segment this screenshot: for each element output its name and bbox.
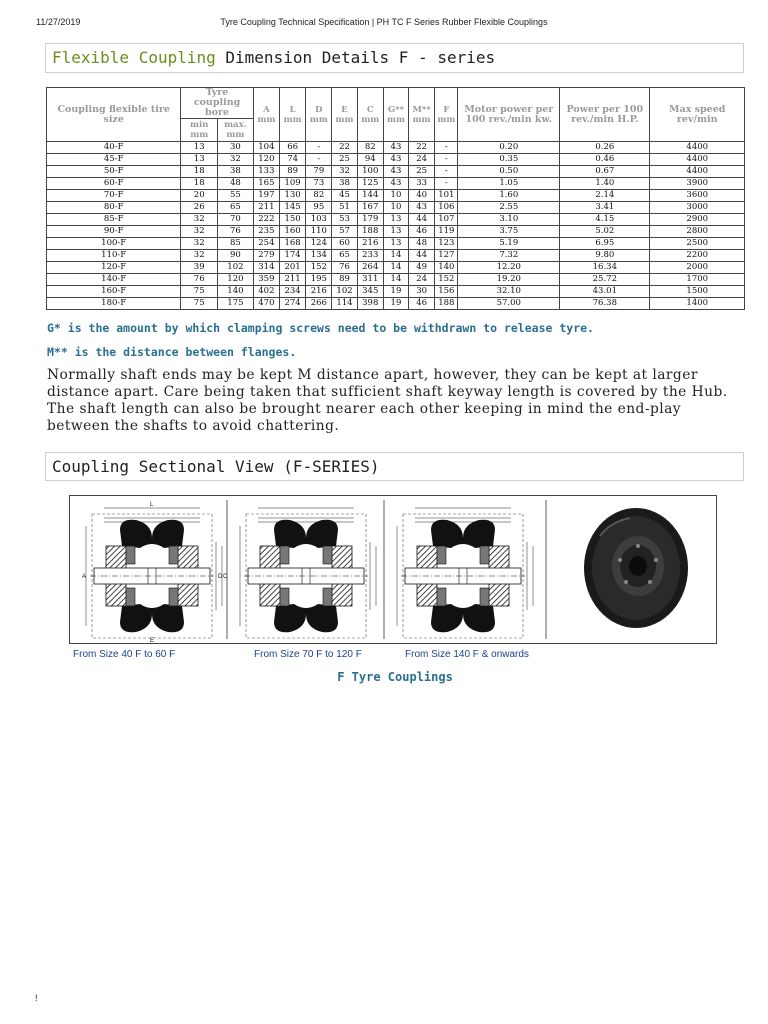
table-cell: 345: [357, 286, 383, 298]
table-row: [47, 298, 745, 310]
table-cell: 359: [253, 274, 279, 286]
table-cell: 33: [409, 178, 435, 190]
table-cell: 13: [383, 238, 408, 250]
table-cell: 2500: [650, 238, 745, 250]
footer-mark: !: [35, 993, 38, 1003]
table-cell: 48: [409, 238, 435, 250]
print-date: 11/27/2019: [36, 17, 81, 27]
section-heading-sectional-view: Coupling Sectional View (F-SERIES): [45, 452, 744, 481]
table-cell: 254: [253, 238, 279, 250]
table-cell: 160-F: [47, 286, 181, 298]
table-cell: 76.38: [560, 298, 650, 310]
table-cell: 101: [435, 190, 458, 202]
table-cell: 55: [218, 190, 254, 202]
table-cell: 43: [409, 202, 435, 214]
table-cell: 32: [332, 166, 357, 178]
table-cell: 140: [435, 262, 458, 274]
col-header-f: F mm: [435, 88, 458, 142]
table-cell: 107: [435, 214, 458, 226]
table-cell: 32: [181, 238, 218, 250]
table-row: [47, 262, 745, 274]
table-cell: 89: [279, 166, 305, 178]
table-cell: 65: [218, 202, 254, 214]
table-cell: 32: [181, 250, 218, 262]
table-cell: 188: [435, 298, 458, 310]
table-row: [47, 166, 745, 178]
table-cell: 152: [435, 274, 458, 286]
section-heading-dimensions: [45, 43, 744, 73]
table-cell: 168: [279, 238, 305, 250]
table-cell: -: [435, 166, 458, 178]
table-cell: 40-F: [47, 142, 181, 154]
table-cell: 4400: [650, 166, 745, 178]
table-cell: 216: [306, 286, 332, 298]
table-cell: 43: [383, 154, 408, 166]
table-cell: 19.20: [458, 274, 560, 286]
table-cell: 279: [253, 250, 279, 262]
table-cell: 12.20: [458, 262, 560, 274]
table-cell: 10: [383, 190, 408, 202]
caption-size-140-onwards: From Size 140 F & onwards: [405, 649, 529, 660]
table-cell: 2.14: [560, 190, 650, 202]
table-cell: 2800: [650, 226, 745, 238]
table-row: [47, 286, 745, 298]
table-cell: 75: [181, 286, 218, 298]
table-cell: 144: [357, 190, 383, 202]
table-cell: 6.95: [560, 238, 650, 250]
table-cell: 3.41: [560, 202, 650, 214]
col-header-max-speed: Max speed rev/min: [650, 88, 745, 142]
table-cell: 45-F: [47, 154, 181, 166]
table-cell: 235: [253, 226, 279, 238]
print-page-title: Tyre Coupling Technical Specification | PH TC F Series Rubber Flexible Couplings: [220, 17, 548, 27]
table-cell: 19: [383, 298, 408, 310]
table-cell: 9.80: [560, 250, 650, 262]
table-cell: 119: [435, 226, 458, 238]
table-cell: 120: [218, 274, 254, 286]
table-cell: 160: [279, 226, 305, 238]
table-cell: 165: [253, 178, 279, 190]
table-cell: 114: [332, 298, 357, 310]
table-cell: 180-F: [47, 298, 181, 310]
table-cell: 7.32: [458, 250, 560, 262]
table-cell: 13: [383, 214, 408, 226]
table-cell: 60-F: [47, 178, 181, 190]
table-cell: 102: [332, 286, 357, 298]
table-cell: 70-F: [47, 190, 181, 202]
col-header-motor-power: Motor power per 100 rev./min kw.: [458, 88, 560, 142]
table-cell: 195: [306, 274, 332, 286]
table-cell: 402: [253, 286, 279, 298]
figure-caption: F Tyre Couplings: [337, 670, 453, 684]
sectional-drawing-40-60: [86, 508, 222, 638]
caption-size-40-60: From Size 40 F to 60 F: [73, 649, 176, 660]
tyre-coupling-photo: [584, 508, 688, 628]
col-header-e: E mm: [332, 88, 357, 142]
table-cell: 32: [218, 154, 254, 166]
table-cell: 14: [383, 262, 408, 274]
table-cell: 22: [332, 142, 357, 154]
table-cell: 60: [332, 238, 357, 250]
table-cell: 24: [409, 274, 435, 286]
coupling-diagram-panel: [69, 495, 717, 644]
col-header-c: C mm: [357, 88, 383, 142]
table-cell: 14: [383, 250, 408, 262]
table-cell: 57.00: [458, 298, 560, 310]
table-cell: 133: [253, 166, 279, 178]
table-cell: 38: [218, 166, 254, 178]
table-cell: 174: [279, 250, 305, 262]
table-row: [47, 178, 745, 190]
table-cell: 0.46: [560, 154, 650, 166]
table-cell: 65: [332, 250, 357, 262]
table-cell: -: [435, 154, 458, 166]
table-cell: 32: [181, 214, 218, 226]
dim-letter-a: A: [82, 574, 87, 580]
table-cell: 76: [332, 262, 357, 274]
table-cell: 46: [409, 226, 435, 238]
table-cell: 44: [409, 250, 435, 262]
table-cell: 4400: [650, 154, 745, 166]
table-cell: 85-F: [47, 214, 181, 226]
table-cell: 216: [357, 238, 383, 250]
heading-rest: Dimension Details F - series: [215, 48, 496, 67]
table-cell: 274: [279, 298, 305, 310]
table-cell: 0.20: [458, 142, 560, 154]
table-cell: 30: [409, 286, 435, 298]
table-cell: 398: [357, 298, 383, 310]
table-cell: 264: [357, 262, 383, 274]
table-cell: 127: [435, 250, 458, 262]
dim-letter-l: L: [150, 502, 154, 508]
table-cell: 266: [306, 298, 332, 310]
table-cell: 51: [332, 202, 357, 214]
table-cell: 201: [279, 262, 305, 274]
table-cell: 10: [383, 202, 408, 214]
table-cell: 470: [253, 298, 279, 310]
table-cell: 314: [253, 262, 279, 274]
table-cell: 46: [409, 298, 435, 310]
table-cell: 167: [357, 202, 383, 214]
table-cell: 3.10: [458, 214, 560, 226]
table-cell: 80-F: [47, 202, 181, 214]
table-cell: 175: [218, 298, 254, 310]
table-cell: 40: [409, 190, 435, 202]
table-row: [47, 214, 745, 226]
table-cell: 4.15: [560, 214, 650, 226]
table-cell: 26: [181, 202, 218, 214]
table-cell: 120-F: [47, 262, 181, 274]
table-cell: 82: [357, 142, 383, 154]
table-cell: 22: [409, 142, 435, 154]
table-cell: 43.01: [560, 286, 650, 298]
table-cell: 18: [181, 166, 218, 178]
table-cell: 95: [306, 202, 332, 214]
table-cell: 130: [279, 190, 305, 202]
table-row: [47, 226, 745, 238]
table-cell: 53: [332, 214, 357, 226]
table-cell: 2900: [650, 214, 745, 226]
table-cell: 311: [357, 274, 383, 286]
table-cell: 140-F: [47, 274, 181, 286]
dimension-table: [46, 87, 745, 310]
table-cell: 211: [279, 274, 305, 286]
table-cell: 2000: [650, 262, 745, 274]
col-header-power-hp: Power per 100 rev./min H.P.: [560, 88, 650, 142]
table-row: [47, 238, 745, 250]
table-cell: 100: [357, 166, 383, 178]
col-header-bore-min: min mm: [181, 119, 218, 142]
table-row: [47, 190, 745, 202]
table-cell: 150: [279, 214, 305, 226]
note-g: G* is the amount by which clamping screws need to be withdrawn to release tyre.: [47, 321, 594, 335]
table-cell: 0.67: [560, 166, 650, 178]
table-cell: 125: [357, 178, 383, 190]
table-cell: 48: [218, 178, 254, 190]
table-cell: 85: [218, 238, 254, 250]
col-header-l: L mm: [279, 88, 305, 142]
table-cell: 188: [357, 226, 383, 238]
dim-letter-c: C: [223, 574, 228, 580]
table-cell: 124: [306, 238, 332, 250]
table-cell: 110-F: [47, 250, 181, 262]
table-cell: 76: [181, 274, 218, 286]
table-cell: 104: [253, 142, 279, 154]
table-cell: -: [435, 178, 458, 190]
dim-letter-d: D: [218, 574, 223, 580]
table-cell: 32: [181, 226, 218, 238]
table-cell: 24: [409, 154, 435, 166]
table-cell: 1.60: [458, 190, 560, 202]
table-cell: 140: [218, 286, 254, 298]
table-cell: -: [435, 142, 458, 154]
table-cell: 19: [383, 286, 408, 298]
table-cell: 73: [306, 178, 332, 190]
col-header-a: A mm: [253, 88, 279, 142]
table-cell: 145: [279, 202, 305, 214]
table-cell: 13: [383, 226, 408, 238]
table-cell: 66: [279, 142, 305, 154]
table-cell: 2200: [650, 250, 745, 262]
table-cell: 79: [306, 166, 332, 178]
table-cell: 74: [279, 154, 305, 166]
table-cell: 13: [181, 154, 218, 166]
table-cell: 179: [357, 214, 383, 226]
table-row: [47, 274, 745, 286]
table-cell: 109: [279, 178, 305, 190]
table-cell: -: [306, 142, 332, 154]
table-cell: 30: [218, 142, 254, 154]
table-cell: 100-F: [47, 238, 181, 250]
table-cell: 16.34: [560, 262, 650, 274]
table-cell: 90: [218, 250, 254, 262]
table-cell: 38: [332, 178, 357, 190]
table-cell: 123: [435, 238, 458, 250]
col-header-bore-max: max. mm: [218, 119, 254, 142]
table-cell: 120: [253, 154, 279, 166]
table-cell: 4400: [650, 142, 745, 154]
table-cell: 0.26: [560, 142, 650, 154]
table-cell: 1.05: [458, 178, 560, 190]
table-cell: 102: [218, 262, 254, 274]
table-cell: 94: [357, 154, 383, 166]
table-row: [47, 154, 745, 166]
table-cell: 39: [181, 262, 218, 274]
col-header-size: Coupling flexible tire size: [47, 88, 181, 142]
sectional-drawing-70-120: [240, 508, 376, 638]
table-cell: 18: [181, 178, 218, 190]
dim-letter-e: E: [150, 638, 155, 643]
table-cell: 152: [306, 262, 332, 274]
table-cell: 50-F: [47, 166, 181, 178]
table-cell: 234: [279, 286, 305, 298]
table-cell: 13: [181, 142, 218, 154]
table-cell: 233: [357, 250, 383, 262]
col-header-m: M** mm: [409, 88, 435, 142]
table-row: [47, 142, 745, 154]
coupling-diagram-svg: [70, 496, 716, 643]
table-cell: 110: [306, 226, 332, 238]
table-cell: -: [306, 154, 332, 166]
table-cell: 1700: [650, 274, 745, 286]
table-cell: 20: [181, 190, 218, 202]
table-cell: 2.55: [458, 202, 560, 214]
table-cell: 43: [383, 142, 408, 154]
note-m: M** is the distance between flanges.: [47, 345, 297, 359]
table-cell: 222: [253, 214, 279, 226]
table-cell: 25: [409, 166, 435, 178]
table-cell: 89: [332, 274, 357, 286]
table-cell: 25: [332, 154, 357, 166]
caption-size-70-120: From Size 70 F to 120 F: [254, 649, 362, 660]
table-cell: 106: [435, 202, 458, 214]
table-cell: 1.40: [560, 178, 650, 190]
table-cell: 5.19: [458, 238, 560, 250]
table-cell: 3.75: [458, 226, 560, 238]
table-cell: 45: [332, 190, 357, 202]
table-cell: 1500: [650, 286, 745, 298]
table-cell: 14: [383, 274, 408, 286]
table-cell: 103: [306, 214, 332, 226]
table-cell: 3000: [650, 202, 745, 214]
table-cell: 49: [409, 262, 435, 274]
table-cell: 76: [218, 226, 254, 238]
table-cell: 43: [383, 166, 408, 178]
sectional-drawing-140-onwards: [397, 508, 533, 638]
table-cell: 43: [383, 178, 408, 190]
table-cell: 3900: [650, 178, 745, 190]
table-cell: 0.35: [458, 154, 560, 166]
table-cell: 3600: [650, 190, 745, 202]
table-cell: 25.72: [560, 274, 650, 286]
heading-highlight: Flexible Coupling: [52, 48, 216, 67]
table-cell: 1400: [650, 298, 745, 310]
table-cell: 90-F: [47, 226, 181, 238]
col-header-bore: Tyre coupling bore: [181, 88, 253, 119]
table-cell: 0.50: [458, 166, 560, 178]
table-cell: 134: [306, 250, 332, 262]
col-header-d: D mm: [306, 88, 332, 142]
table-cell: 32.10: [458, 286, 560, 298]
col-header-g: G** mm: [383, 88, 408, 142]
table-row: [47, 250, 745, 262]
table-cell: 75: [181, 298, 218, 310]
table-cell: 197: [253, 190, 279, 202]
table-cell: 70: [218, 214, 254, 226]
table-cell: 5.02: [560, 226, 650, 238]
table-row: [47, 202, 745, 214]
body-paragraph: Normally shaft ends may be kept M distance apart, however, they can be kept at larger distance apart. Care being taken that sufficient shaft keyway length is covered by the Hub. The shaft length can also be brought nearer each other keeping in mind the end-play between the shafts to avoid chattering.: [47, 367, 728, 434]
table-cell: 44: [409, 214, 435, 226]
table-cell: 57: [332, 226, 357, 238]
table-cell: 82: [306, 190, 332, 202]
table-cell: 211: [253, 202, 279, 214]
table-cell: 156: [435, 286, 458, 298]
